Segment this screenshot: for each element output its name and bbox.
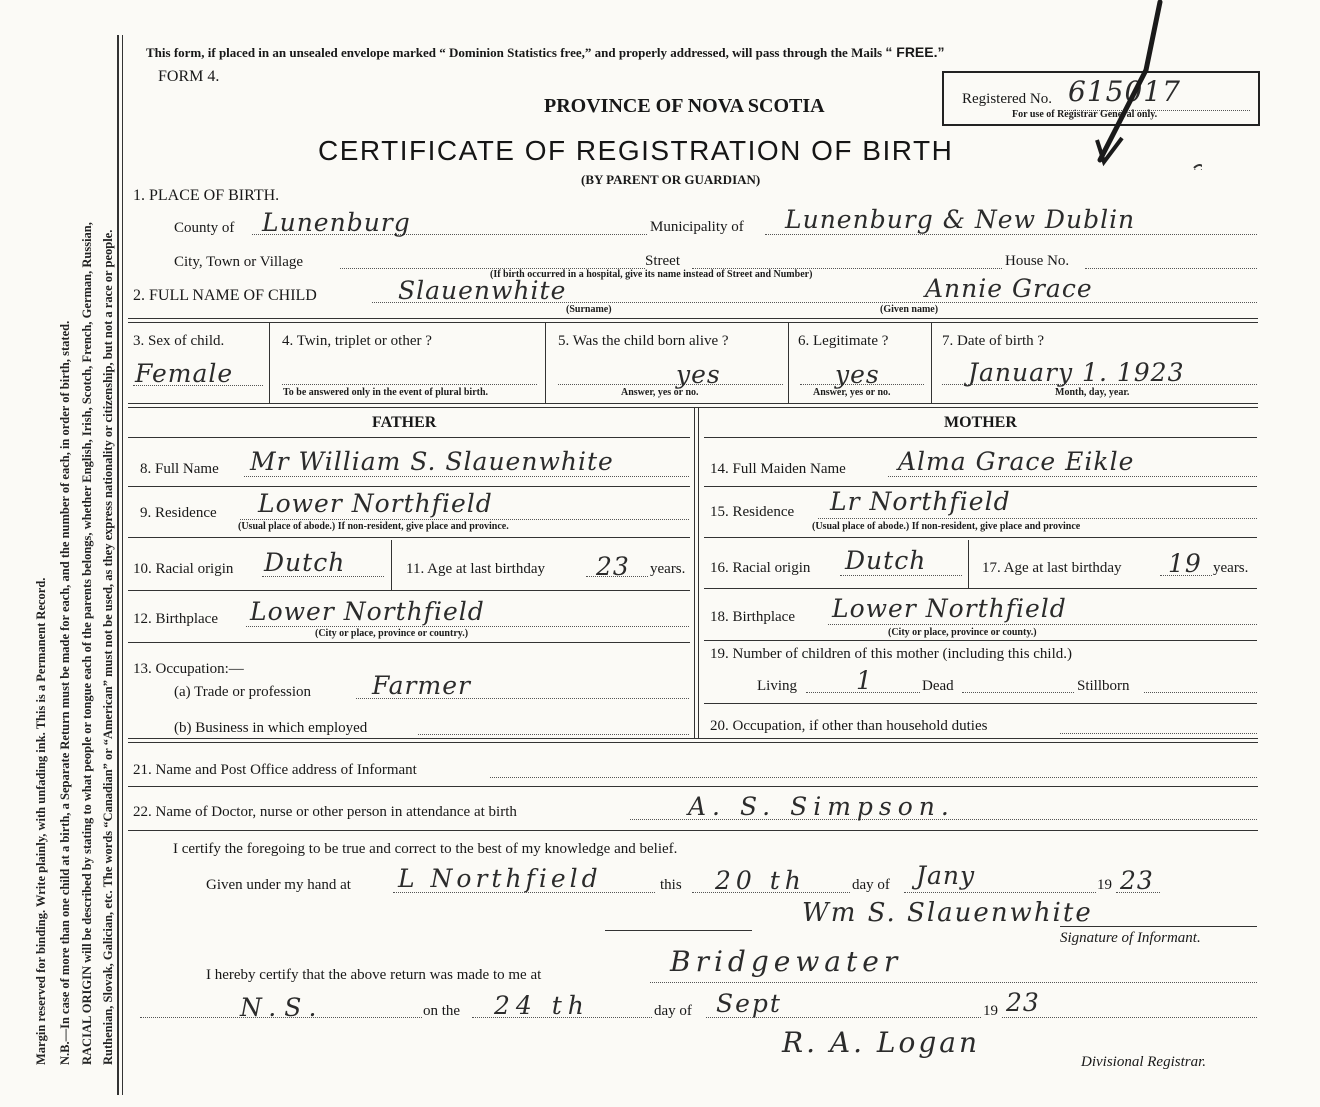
father-birthplace-value: Lower Northfield xyxy=(250,597,485,626)
father-age-suffix: years. xyxy=(650,561,686,577)
county-value: Lunenburg xyxy=(262,208,411,237)
child-surname-value: Slauenwhite xyxy=(398,276,567,305)
mother-residence-caption: (Usual place of abode.) If non-resident, give place and province xyxy=(812,521,1081,532)
mother-name-label: 14. Full Maiden Name xyxy=(710,461,846,477)
dob-caption: Month, day, year. xyxy=(1055,387,1130,398)
informant-label: 21. Name and Post Office address of Informant xyxy=(133,762,417,778)
on-the-label: on the xyxy=(423,1003,461,1019)
father-trade-value: Farmer xyxy=(372,671,471,700)
mother-name-value: Alma Grace Eikle xyxy=(898,447,1135,476)
father-business-label: (b) Business in which employed xyxy=(174,720,368,736)
twin-label: 4. Twin, triplet or other ? xyxy=(282,333,432,349)
father-trade-label: (a) Trade or profession xyxy=(174,684,312,700)
municipality-value: Lunenburg & New Dublin xyxy=(785,205,1136,234)
registrar-place2-value: N.S. xyxy=(240,993,325,1022)
father-heading: FATHER xyxy=(372,414,437,431)
mother-race-value: Dutch xyxy=(845,546,927,575)
father-birthplace-caption: (City or place, province or country.) xyxy=(315,628,469,639)
child-given-value: Annie Grace xyxy=(925,274,1093,303)
mail-notice xyxy=(146,44,945,61)
mother-heading: MOTHER xyxy=(944,414,1017,431)
registrar-year-value: 23 xyxy=(1006,988,1040,1017)
father-occupation-label: 13. Occupation:— xyxy=(133,661,244,677)
given-day-of-label: day of xyxy=(852,877,890,893)
margin-notice-3: RACIAL ORIGIN will be described by stating to what people or tongue each of the parents belongs, whether English, Irish, Scotch, French, German, Russian, xyxy=(80,222,94,1065)
dob-value: January 1. 1923 xyxy=(968,358,1185,387)
house-label: House No. xyxy=(1005,253,1070,269)
municipality-label: Municipality of xyxy=(650,219,744,235)
mail-notice-free: “ FREE.” xyxy=(885,44,945,60)
mother-birthplace-value: Lower Northfield xyxy=(832,594,1067,623)
given-month-value: Jany xyxy=(916,861,976,890)
mother-age-value: 19 xyxy=(1168,549,1202,578)
county-label: County of xyxy=(174,220,235,236)
certify-statement: I certify the foregoing to be true and correct to the best of my knowledge and belief. xyxy=(173,841,678,857)
legitimate-caption: Answer, yes or no. xyxy=(813,387,891,398)
mail-notice-text: This form, if placed in an unsealed envelope marked “ Dominion Statistics free,” and properly addressed, will pass through the Mails xyxy=(146,45,883,60)
doctor-label: 22. Name of Doctor, nurse or other person in attendance at birth xyxy=(133,804,517,820)
mother-children-label: 19. Number of children of this mother (including this child.) xyxy=(710,646,1073,662)
margin-notice-4: Ruthenian, Slovak, Galician, etc. The words “Canadian” or “American” must not be used, as they express nationality or citizenship, but not a race or people. xyxy=(101,229,115,1065)
living-label: Living xyxy=(757,678,797,694)
stillborn-label: Stillborn xyxy=(1077,678,1130,694)
given-year-prefix: 19 xyxy=(1097,877,1112,893)
informant-signature-caption: Signature of Informant. xyxy=(1060,930,1201,946)
given-day-value: 20 th xyxy=(715,866,806,895)
sex-label: 3. Sex of child. xyxy=(133,333,225,349)
father-residence-caption: (Usual place of abode.) If non-resident, give place and province. xyxy=(238,521,509,532)
registrar-month-value: Sept xyxy=(716,989,782,1018)
mother-residence-value: Lr Northfield xyxy=(830,487,1011,516)
legitimate-label: 6. Legitimate ? xyxy=(798,333,889,349)
given-place-value: L Northfield xyxy=(398,864,602,893)
alive-caption: Answer, yes or no. xyxy=(621,387,699,398)
child-name-label: 2. FULL NAME OF CHILD xyxy=(133,287,317,304)
given-caption: (Given name) xyxy=(880,304,939,315)
informant-signature: Wm S. Slauenwhite xyxy=(802,898,1093,928)
given-under-label: Given under my hand at xyxy=(206,877,351,893)
margin-notice-1: Margin reserved for binding. Write plainly, with unfading ink. This is a Permanent Record. xyxy=(34,577,48,1065)
registrar-place-value: Bridgewater xyxy=(670,945,903,978)
mother-race-label: 16. Racial origin xyxy=(710,560,811,576)
father-race-value: Dutch xyxy=(264,548,346,577)
father-age-label: 11. Age at last birthday xyxy=(406,561,545,577)
registrar-use-note: For use of Registrar General only. xyxy=(1012,109,1158,120)
mother-age-label: 17. Age at last birthday xyxy=(982,560,1122,576)
legitimate-value: yes xyxy=(835,360,880,389)
registered-number: 615017 xyxy=(1068,75,1181,108)
page-title: CERTIFICATE OF REGISTRATION OF BIRTH xyxy=(318,135,954,166)
registrar-year-prefix: 19 xyxy=(983,1003,998,1019)
father-age-value: 23 xyxy=(596,552,630,581)
father-birthplace-label: 12. Birthplace xyxy=(133,611,218,627)
sex-value: Female xyxy=(135,359,234,388)
registrar-day-of-label: day of xyxy=(654,1003,692,1019)
street-label: Street xyxy=(645,253,680,269)
twin-note: To be answered only in the event of plural birth. xyxy=(283,387,489,398)
alive-label: 5. Was the child born alive ? xyxy=(558,333,729,349)
form-number: FORM 4. xyxy=(158,68,220,85)
father-race-label: 10. Racial origin xyxy=(133,561,234,577)
this-label: this xyxy=(660,877,682,893)
surname-caption: (Surname) xyxy=(566,304,612,315)
page-subtitle: (BY PARENT OR GUARDIAN) xyxy=(581,172,761,187)
mother-occupation-label: 20. Occupation, if other than household duties xyxy=(710,718,988,734)
registrar-day-value: 24 th xyxy=(494,991,590,1020)
father-name-value: Mr William S. Slauenwhite xyxy=(250,447,614,476)
doctor-value: A. S. Simpson. xyxy=(688,792,955,821)
province-heading: PROVINCE OF NOVA SCOTIA xyxy=(544,95,825,117)
mother-birthplace-caption: (City or place, province or county.) xyxy=(888,627,1037,638)
registered-label: Registered No. xyxy=(962,91,1052,107)
margin-notice-2: N.B.—In case of more than one child at a birth, a Separate Return must be made for each, and the number of each, in order of birth, stated. xyxy=(58,320,72,1065)
registrar-statement: I hereby certify that the above return was made to me at xyxy=(206,967,542,983)
alive-value: yes xyxy=(676,360,721,389)
city-label: City, Town or Village xyxy=(174,254,304,270)
living-value: 1 xyxy=(856,666,873,695)
mother-age-suffix: years. xyxy=(1213,560,1249,576)
father-residence-label: 9. Residence xyxy=(140,505,217,521)
father-residence-value: Lower Northfield xyxy=(258,489,493,518)
registrar-pen-stroke xyxy=(1082,0,1202,170)
dead-label: Dead xyxy=(922,678,954,694)
father-name-label: 8. Full Name xyxy=(140,461,219,477)
hospital-note: (If birth occurred in a hospital, give its name instead of Street and Number) xyxy=(490,269,813,280)
mother-residence-label: 15. Residence xyxy=(710,504,795,520)
mother-birthplace-label: 18. Birthplace xyxy=(710,609,795,625)
dob-label: 7. Date of birth ? xyxy=(942,333,1045,349)
given-year-value: 23 xyxy=(1120,866,1154,895)
place-of-birth-heading: 1. PLACE OF BIRTH. xyxy=(133,187,280,204)
registrar-signature-caption: Divisional Registrar. xyxy=(1081,1054,1207,1070)
registrar-signature: R. A. Logan xyxy=(782,1026,981,1059)
